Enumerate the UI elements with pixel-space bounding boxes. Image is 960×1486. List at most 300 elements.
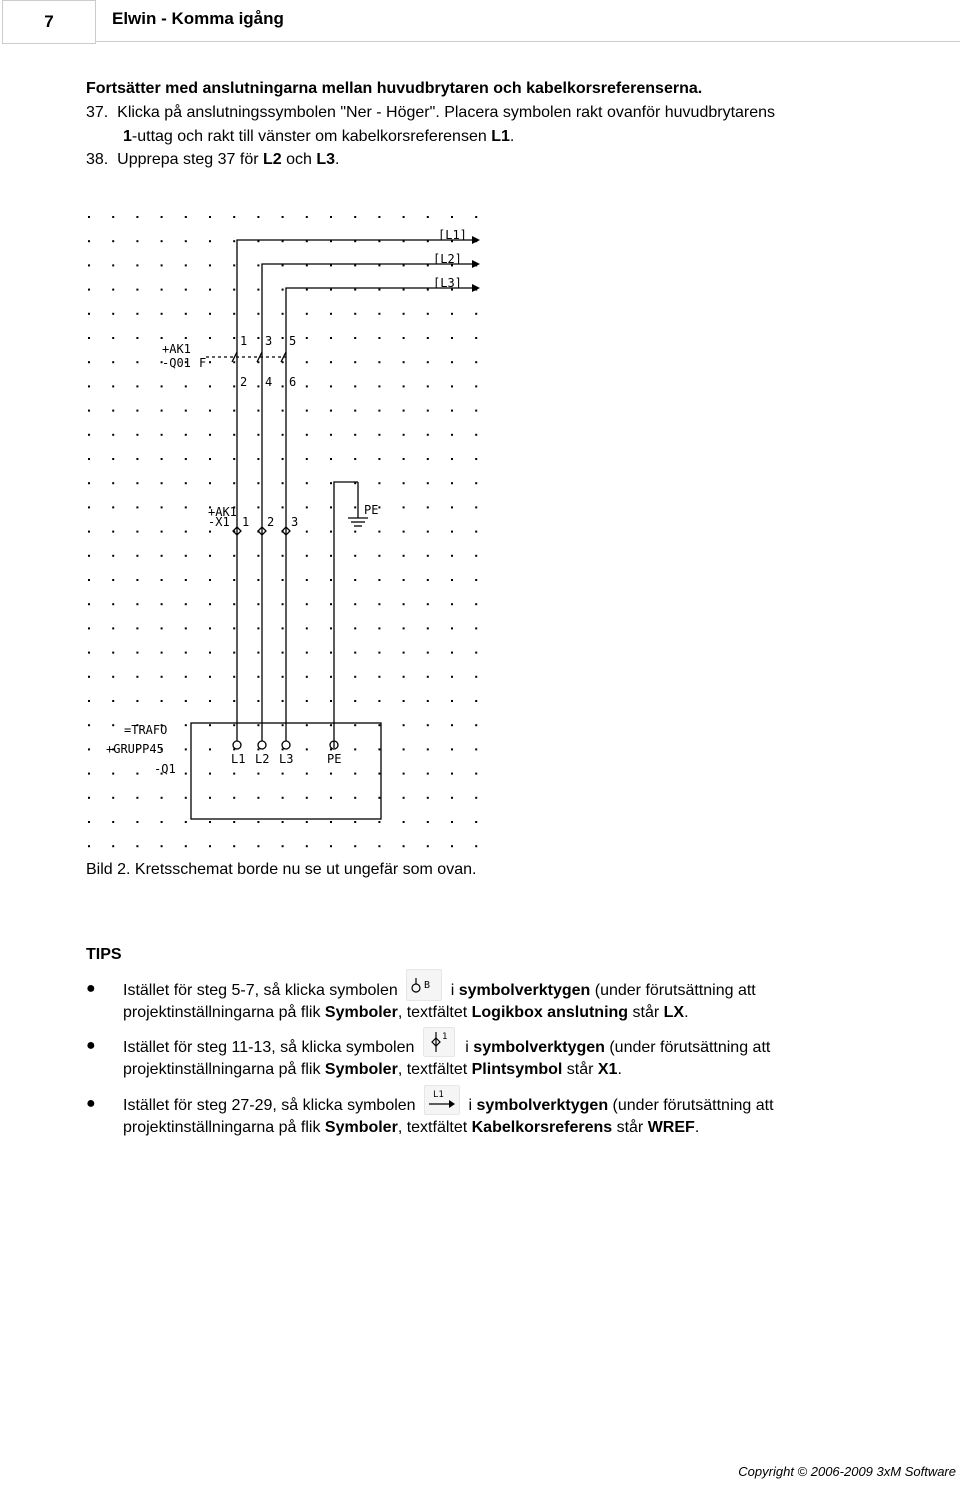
grid-dot	[88, 652, 90, 654]
grid-dot	[209, 531, 211, 533]
grid-dot	[185, 724, 187, 726]
grid-dot	[475, 845, 477, 847]
grid-dot	[378, 652, 380, 654]
grid-dot	[136, 845, 138, 847]
trafo-id: -Q1	[154, 762, 176, 776]
grid-dot	[427, 216, 429, 218]
grid-dot	[282, 676, 284, 678]
grid-dot	[257, 313, 259, 315]
grid-dot	[403, 313, 405, 315]
grid-dot	[161, 337, 163, 339]
grid-dot	[403, 264, 405, 266]
grid-dot	[354, 748, 356, 750]
wref-l2: [L2]	[433, 252, 462, 266]
grid-dot	[112, 482, 114, 484]
grid-dot	[403, 555, 405, 557]
grid-dot	[330, 361, 332, 363]
grid-dot	[330, 797, 332, 799]
grid-dot	[112, 700, 114, 702]
grid-dot	[475, 627, 477, 629]
grid-dot	[451, 506, 453, 508]
grid-dot	[354, 676, 356, 678]
grid-dot	[88, 410, 90, 412]
pe-label: PE	[364, 503, 379, 517]
grid-dot	[209, 676, 211, 678]
grid-dot	[136, 506, 138, 508]
grid-dot	[185, 240, 187, 242]
trafo-terminal-l2	[258, 741, 266, 749]
grid-dot	[403, 216, 405, 218]
grid-dot	[378, 337, 380, 339]
grid-dot	[354, 289, 356, 291]
grid-dot	[403, 289, 405, 291]
grid-dot	[136, 652, 138, 654]
grid-dot	[88, 531, 90, 533]
grid-dot	[378, 579, 380, 581]
grid-dot	[451, 313, 453, 315]
grid-dot	[161, 676, 163, 678]
grid-dot	[330, 458, 332, 460]
grid-dot	[451, 797, 453, 799]
grid-dot	[378, 458, 380, 460]
grid-dot	[354, 700, 356, 702]
grid-dot	[403, 773, 405, 775]
grid-dot	[209, 724, 211, 726]
grid-dot	[282, 724, 284, 726]
grid-dot	[257, 434, 259, 436]
grid-dot	[209, 410, 211, 412]
grid-dot	[282, 700, 284, 702]
grid-dot	[161, 700, 163, 702]
grid-dot	[306, 506, 308, 508]
grid-dot	[451, 361, 453, 363]
grid-dot	[475, 531, 477, 533]
grid-dot	[378, 264, 380, 266]
grid-dot	[354, 773, 356, 775]
grid-dot	[185, 676, 187, 678]
grid-dot	[209, 797, 211, 799]
grid-dot	[475, 385, 477, 387]
grid-dot	[306, 724, 308, 726]
grid-dot	[403, 700, 405, 702]
grid-dot	[185, 531, 187, 533]
grid-dot	[185, 845, 187, 847]
grid-dot	[451, 627, 453, 629]
step-38: 38. Upprepa steg 37 för L2 och L3.	[86, 151, 340, 168]
wire-l3	[286, 288, 472, 539]
grid-dot	[475, 313, 477, 315]
grid-dot	[306, 700, 308, 702]
grid-dot	[88, 506, 90, 508]
grid-dot	[88, 797, 90, 799]
grid-dot	[209, 555, 211, 557]
grid-dot	[306, 821, 308, 823]
grid-dot	[161, 410, 163, 412]
grid-dot	[306, 289, 308, 291]
grid-dot	[257, 700, 259, 702]
grid-dot	[88, 627, 90, 629]
grid-dot	[378, 773, 380, 775]
grid-dot	[330, 410, 332, 412]
grid-dot	[112, 313, 114, 315]
grid-dot	[378, 821, 380, 823]
grid-dot	[282, 797, 284, 799]
grid-dot	[112, 773, 114, 775]
grid-dot	[282, 627, 284, 629]
grid-dot	[136, 531, 138, 533]
grid-dot	[257, 458, 259, 460]
grid-dot	[403, 821, 405, 823]
grid-dot	[427, 676, 429, 678]
grid-dot	[233, 773, 235, 775]
grid-dot	[161, 821, 163, 823]
grid-dot	[233, 458, 235, 460]
grid-dot	[209, 361, 211, 363]
grid-dot	[209, 289, 211, 291]
grid-dot	[233, 240, 235, 242]
grid-dot	[257, 506, 259, 508]
grid-dot	[427, 652, 429, 654]
grid-dot	[330, 603, 332, 605]
wire-cross-reference-icon[interactable]	[424, 1085, 460, 1115]
grid-dot	[354, 724, 356, 726]
grid-dot	[330, 506, 332, 508]
grid-dot	[233, 434, 235, 436]
grid-dot	[475, 555, 477, 557]
grid-dot	[451, 700, 453, 702]
grid-dot	[282, 289, 284, 291]
grid-dot	[330, 264, 332, 266]
grid-dot	[330, 289, 332, 291]
tip-1-line1: Istället för steg 5-7, så klicka symbolen B i symbolverktygen (under förutsättning att	[123, 980, 756, 1002]
grid-dot	[88, 676, 90, 678]
grid-dot	[427, 482, 429, 484]
grid-dot	[209, 313, 211, 315]
grid-dot	[306, 676, 308, 678]
grid-dot	[354, 603, 356, 605]
grid-dot	[112, 216, 114, 218]
grid-dot	[403, 458, 405, 460]
grid-dot	[378, 289, 380, 291]
grid-dot	[136, 676, 138, 678]
grid-dot	[136, 361, 138, 363]
grid-dot	[306, 531, 308, 533]
grid-dot	[112, 724, 114, 726]
grid-dot	[161, 797, 163, 799]
grid-dot	[233, 845, 235, 847]
grid-dot	[451, 579, 453, 581]
intro-heading: Fortsätter med anslutningarna mellan huvudbrytaren och kabelkorsreferenserna.	[86, 80, 703, 97]
grid-dot	[233, 821, 235, 823]
trafo-terminal-l3	[282, 741, 290, 749]
grid-dot	[185, 482, 187, 484]
grid-dot	[306, 845, 308, 847]
grid-dot	[403, 361, 405, 363]
grid-dot	[185, 555, 187, 557]
grid-dot	[475, 579, 477, 581]
grid-dot	[136, 385, 138, 387]
grid-dot	[475, 724, 477, 726]
grid-dot	[330, 627, 332, 629]
wref-l1: [L1]	[438, 228, 467, 242]
grid-dot	[403, 531, 405, 533]
grid-dot	[257, 724, 259, 726]
grid-dot	[233, 313, 235, 315]
grid-dot	[88, 724, 90, 726]
grid-dot	[233, 603, 235, 605]
grid-dot	[427, 385, 429, 387]
grid-dot	[161, 845, 163, 847]
grid-dot	[451, 676, 453, 678]
grid-dot	[451, 773, 453, 775]
grid-dot	[403, 385, 405, 387]
grid-dot	[161, 506, 163, 508]
bullet-1: ●	[86, 980, 96, 997]
grid-dot	[427, 627, 429, 629]
grid-dot	[427, 555, 429, 557]
tip-3-line2: projektinställningarna på flik Symboler, textfältet Kabelkorsreferens står WREF.	[123, 1119, 700, 1136]
grid-dot	[136, 482, 138, 484]
logic-box-connection-icon[interactable]	[406, 969, 442, 1001]
grid-dot	[185, 748, 187, 750]
grid-dot	[330, 845, 332, 847]
grid-dot	[136, 555, 138, 557]
grid-dot	[354, 797, 356, 799]
grid-dot	[209, 627, 211, 629]
svg-text:L1: L1	[433, 1089, 444, 1100]
terminal-number-2: 2	[267, 515, 275, 529]
grid-dot	[209, 845, 211, 847]
grid-dot	[330, 385, 332, 387]
bullet-2: ●	[86, 1037, 96, 1054]
grid-dot	[354, 821, 356, 823]
grid-dot	[451, 724, 453, 726]
grid-dot	[161, 579, 163, 581]
grid-dot	[209, 773, 211, 775]
grid-dot	[475, 361, 477, 363]
grid-dot	[282, 385, 284, 387]
grid-dot	[330, 724, 332, 726]
grid-dot	[427, 724, 429, 726]
grid-dot	[185, 434, 187, 436]
grid-dot	[475, 821, 477, 823]
grid-dot	[257, 264, 259, 266]
grid-dot	[257, 337, 259, 339]
grid-dot	[354, 845, 356, 847]
svg-text:1: 1	[441, 1031, 448, 1042]
tip-2-line1: Istället för steg 11-13, så klicka symbolen 1 i symbolverktygen (under förutsättning att	[123, 1037, 770, 1059]
terminal-id: -X1	[208, 515, 230, 529]
grid-dot	[257, 845, 259, 847]
grid-dot	[403, 748, 405, 750]
grid-dot	[185, 700, 187, 702]
tip-2-line2: projektinställningarna på flik Symboler, textfältet Plintsymbol står X1.	[123, 1061, 622, 1078]
grid-dot	[112, 410, 114, 412]
grid-dot	[451, 555, 453, 557]
grid-dot	[282, 216, 284, 218]
grid-dot	[112, 264, 114, 266]
grid-dot	[378, 216, 380, 218]
grid-dot	[257, 482, 259, 484]
grid-dot	[209, 240, 211, 242]
grid-dot	[354, 410, 356, 412]
grid-dot	[475, 434, 477, 436]
grid-dot	[330, 313, 332, 315]
grid-dot	[136, 821, 138, 823]
tips-heading: TIPS	[86, 946, 122, 963]
grid-dot	[306, 313, 308, 315]
grid-dot	[88, 748, 90, 750]
grid-dot	[306, 361, 308, 363]
grid-dot	[403, 676, 405, 678]
grid-dot	[427, 410, 429, 412]
grid-dot	[112, 555, 114, 557]
grid-dot	[112, 579, 114, 581]
grid-dot	[136, 627, 138, 629]
grid-dot	[354, 434, 356, 436]
grid-dot	[475, 700, 477, 702]
grid-dot	[136, 579, 138, 581]
circuit-schematic	[86, 206, 486, 854]
grid-dot	[378, 603, 380, 605]
grid-dot	[378, 506, 380, 508]
grid-dot	[112, 603, 114, 605]
grid-dot	[427, 603, 429, 605]
grid-dot	[136, 797, 138, 799]
grid-dot	[88, 240, 90, 242]
arrow-l3	[472, 284, 480, 292]
grid-dot	[209, 821, 211, 823]
bottom-pin-2: 2	[240, 375, 248, 389]
grid-dot	[257, 410, 259, 412]
grid-dot	[185, 797, 187, 799]
tip-1-line2: projektinställningarna på flik Symboler, textfältet Logikbox anslutning står LX.	[123, 1004, 689, 1021]
grid-dot	[88, 361, 90, 363]
grid-dot	[112, 337, 114, 339]
breaker-symbol: F	[199, 356, 207, 370]
grid-dot	[88, 216, 90, 218]
grid-dot	[330, 821, 332, 823]
grid-dot	[233, 361, 235, 363]
grid-dot	[306, 797, 308, 799]
grid-dot	[112, 458, 114, 460]
grid-dot	[451, 337, 453, 339]
terminal-number-3: 3	[291, 515, 299, 529]
grid-dot	[88, 313, 90, 315]
grid-dot	[306, 410, 308, 412]
grid-dot	[306, 458, 308, 460]
grid-dot	[427, 773, 429, 775]
grid-dot	[378, 797, 380, 799]
grid-dot	[378, 531, 380, 533]
grid-dot	[88, 555, 90, 557]
grid-dot	[209, 385, 211, 387]
grid-dot	[185, 289, 187, 291]
trafo-group: +GRUPP45	[106, 742, 164, 756]
grid-dot	[136, 410, 138, 412]
grid-dot	[88, 289, 90, 291]
grid-dot	[475, 458, 477, 460]
grid-dot	[378, 555, 380, 557]
grid-dot	[282, 506, 284, 508]
grid-dot	[427, 289, 429, 291]
grid-dot	[257, 773, 259, 775]
grid-dot	[451, 821, 453, 823]
tip-3-line1: Istället för steg 27-29, så klicka symbolen L1 i symbolverktygen (under förutsättning att	[123, 1095, 774, 1117]
arrow-l1	[472, 236, 480, 244]
trafo-terminal-l1	[233, 741, 241, 749]
grid-dot	[257, 385, 259, 387]
grid-dot	[403, 410, 405, 412]
grid-dot	[136, 434, 138, 436]
grid-dot	[257, 603, 259, 605]
grid-dot	[185, 313, 187, 315]
grid-dot	[330, 773, 332, 775]
grid-dot	[378, 361, 380, 363]
grid-dot	[427, 748, 429, 750]
grid-dot	[403, 627, 405, 629]
grid-dot	[257, 797, 259, 799]
grid-dot	[330, 579, 332, 581]
grid-dot	[354, 555, 356, 557]
grid-dot	[112, 821, 114, 823]
grid-dot	[330, 652, 332, 654]
grid-dot	[451, 216, 453, 218]
grid-dot	[354, 264, 356, 266]
grid-dot	[306, 603, 308, 605]
grid-dot	[185, 337, 187, 339]
wire-l2	[262, 264, 472, 539]
grid-dot	[209, 603, 211, 605]
grid-dot	[330, 216, 332, 218]
grid-dot	[112, 385, 114, 387]
grid-dot	[475, 603, 477, 605]
grid-dot	[306, 555, 308, 557]
step-37: 37. Klicka på anslutningssymbolen "Ner - Höger". Placera symbolen rakt ovanför huvudbrytarens	[86, 104, 776, 121]
grid-dot	[306, 216, 308, 218]
grid-dot	[378, 434, 380, 436]
grid-dot	[475, 748, 477, 750]
grid-dot	[88, 264, 90, 266]
grid-dot	[161, 555, 163, 557]
grid-dot	[185, 627, 187, 629]
grid-dot	[185, 216, 187, 218]
grid-dot	[475, 337, 477, 339]
grid-dot	[354, 216, 356, 218]
grid-dot	[475, 676, 477, 678]
grid-dot	[282, 603, 284, 605]
grid-dot	[161, 652, 163, 654]
grid-dot	[330, 531, 332, 533]
grid-dot	[427, 821, 429, 823]
grid-dot	[306, 337, 308, 339]
grid-dot	[233, 555, 235, 557]
grid-dot	[112, 506, 114, 508]
grid-dot	[378, 676, 380, 678]
grid-dot	[233, 216, 235, 218]
terminal-symbol-icon[interactable]	[423, 1027, 455, 1057]
grid-dot	[88, 482, 90, 484]
grid-dot	[161, 603, 163, 605]
grid-dot	[161, 264, 163, 266]
grid-dot	[88, 337, 90, 339]
grid-dot	[282, 579, 284, 581]
grid-dot	[185, 603, 187, 605]
grid-dot	[233, 482, 235, 484]
grid-dot	[112, 434, 114, 436]
grid-dot	[112, 289, 114, 291]
bottom-pin-6: 6	[289, 375, 297, 389]
